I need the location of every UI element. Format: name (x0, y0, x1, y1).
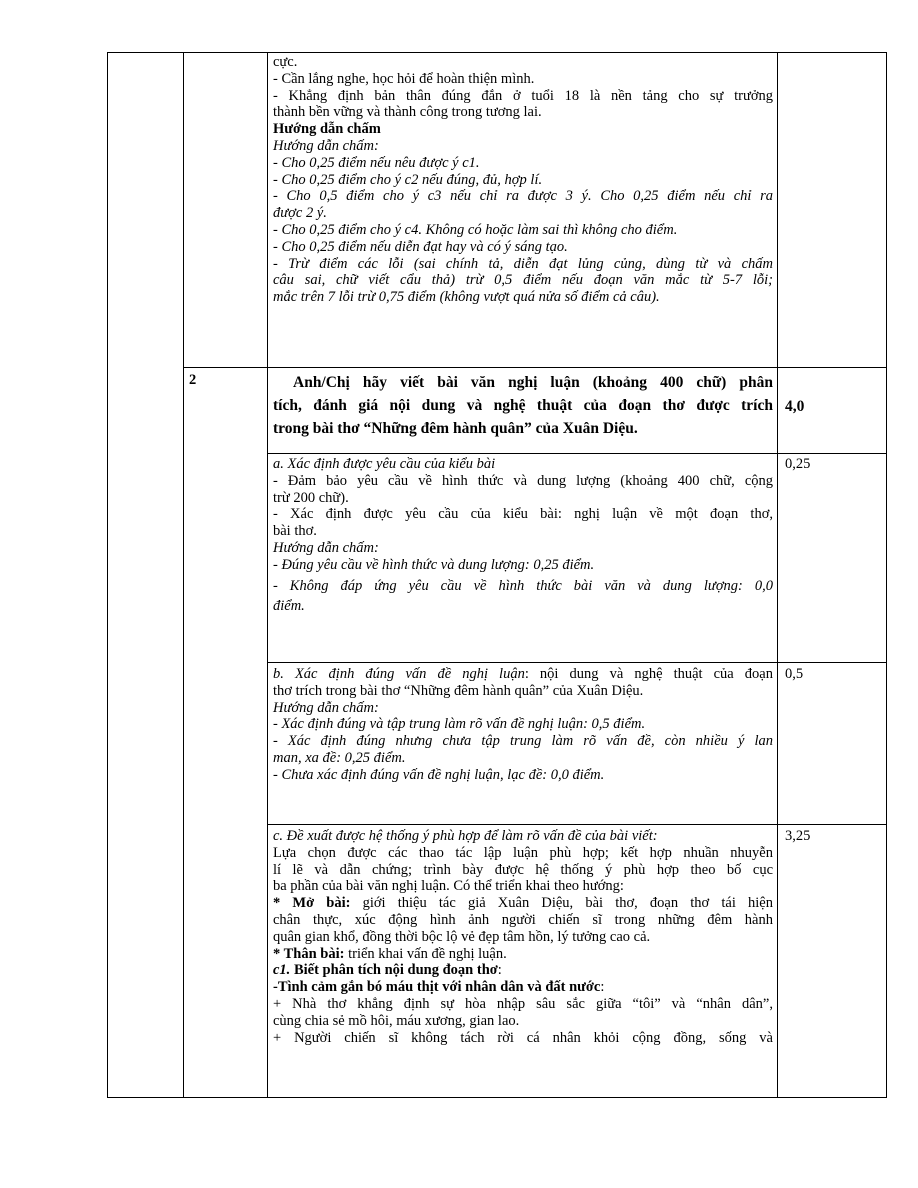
rubric-title: Hướng dẫn chấm: (273, 137, 379, 154)
part-a-score: 0,25 (785, 456, 811, 472)
grading-heading: Hướng dẫn chấm (273, 121, 381, 138)
answer-line: - Cần lắng nghe, học hỏi để hoàn thiện mình. (273, 70, 535, 87)
answer-continuation (273, 54, 773, 306)
rubric-line: được 2 ý. (273, 205, 327, 222)
rubric-line: - Chưa xác định đúng vấn đề nghị luận, lạc đề: 0,0 điểm. (273, 766, 605, 783)
rubric-line: - Xác định đúng nhưng chưa tập trung làm rõ vấn đề, còn nhiều ý lan (273, 733, 773, 750)
bullet-line: + Nhà thơ khẳng định sự hòa nhập sâu sắc giữa “tôi” và “nhân dân”, (273, 995, 773, 1012)
row-divider-part-c (267, 824, 887, 825)
part-b (273, 666, 773, 784)
rubric-line: - Đúng yêu cầu về hình thức và dung lượng: 0,25 điểm. (273, 556, 595, 573)
bullet-line: + Người chiến sĩ không tách rời cá nhân khỏi cộng đồng, sống và (273, 1029, 773, 1046)
rubric-line: - Trừ điểm các lỗi (sai chính tả, diễn đạt lủng củng, dùng từ và chấm (273, 255, 773, 272)
table-border-bottom (107, 1097, 887, 1098)
rubric-title: Hướng dẫn chấm: (273, 699, 379, 716)
rubric-line: - Cho 0,25 điểm cho ý c4. Không có hoặc làm sai thì không cho điểm. (273, 221, 678, 238)
part-c-score: 3,25 (785, 828, 811, 844)
table-border-top (107, 52, 887, 53)
part-c (273, 828, 773, 1046)
mo-bai-line: chân thực, xúc động hình ảnh người chiến sĩ trong những đêm hành (273, 911, 773, 928)
answer-line: - Khẳng định bản thân đúng đắn ở tuổi 18 là nền tảng cho sự trưởng (273, 87, 773, 104)
mo-bai-label: * Mở bài: (273, 895, 351, 912)
column-divider-1 (183, 52, 184, 1098)
question-line: tích, đánh giá nội dung và nghệ thuật của đoạn thơ được trích (273, 397, 773, 414)
table-border-left (107, 52, 108, 1098)
rubric-line: điểm. (273, 598, 305, 615)
part-a-line: trừ 200 chữ). (273, 489, 349, 506)
column-divider-3 (777, 52, 778, 1098)
question-number: 2 (189, 372, 197, 388)
part-c-intro-line: ba phần của bài văn nghị luận. Có thể triển khai theo hướng: (273, 878, 624, 895)
question-prompt (273, 371, 773, 440)
part-b-title (273, 666, 773, 683)
row-divider-part-b (267, 662, 887, 663)
part-c-title: c. Đề xuất được hệ thống ý phù hợp để làm rõ vấn đề của bài viết: (273, 828, 658, 844)
part-c-intro-line: lí lẽ và dẫn chứng; trình bày được hệ thống ý phù hợp theo bố cục (273, 861, 773, 878)
rubric-line: man, xa đề: 0,25 điểm. (273, 749, 406, 766)
bullet-line: cùng chia sẻ mồ hôi, máu xương, gian lao. (273, 1012, 520, 1029)
than-bai-label: * Thân bài: (273, 945, 345, 962)
than-bai-line (273, 946, 773, 963)
part-a (273, 456, 773, 615)
part-b-title-italic: b. Xác định đúng vấn đề nghị luận (273, 666, 525, 682)
c1-label: c1. (273, 962, 291, 979)
answer-line: cực. (273, 54, 298, 70)
rubric-line: - Cho 0,25 điểm cho ý c2 nếu đúng, đủ, hợp lí. (273, 171, 543, 188)
part-a-line: - Xác định được yêu cầu của kiểu bài: nghị luận về một đoạn thơ, (273, 506, 773, 523)
part-b-title-rest: : nội dung và nghệ thuật của đoạn (524, 666, 773, 682)
rubric-line: - Cho 0,5 điểm cho ý c3 nếu chỉ ra được 3 ý. Cho 0,25 điểm nếu chỉ ra (273, 188, 773, 205)
rubric-line: - Cho 0,25 điểm nếu nêu được ý c1. (273, 154, 480, 171)
rubric-line: câu sai, chữ viết cẩu thả) trừ 0,5 điểm nếu đoạn văn mắc từ 5-7 lỗi; (273, 272, 773, 289)
c1-title: Biết phân tích nội dung đoạn thơ (290, 962, 498, 979)
row-divider-question (183, 367, 887, 368)
question-line: Anh/Chị hãy viết bài văn nghị luận (khoảng 400 chữ) phân (293, 374, 773, 391)
mo-bai-line: quân gian khổ, đồng thời bộc lộ vẻ đẹp tâm hồn, lý tưởng cao cả. (273, 928, 651, 945)
rubric-line: mắc trên 7 lỗi trừ 0,75 điểm (không vượt quá nửa số điểm cả câu). (273, 289, 660, 306)
mo-bai-line (273, 895, 773, 912)
c1-colon: : (497, 962, 502, 979)
mo-bai-text: giới thiệu tác giả Xuân Diệu, bài thơ, đoạn thơ tái hiện (350, 895, 773, 912)
rubric-line: - Không đáp ứng yêu cầu về hình thức bài văn và dung lượng: 0,0 (273, 577, 773, 594)
part-b-score: 0,5 (785, 666, 804, 682)
rubric-line: - Xác định đúng và tập trung làm rõ vấn đề nghị luận: 0,5 điểm. (273, 716, 646, 733)
rubric-title: Hướng dẫn chấm: (273, 539, 379, 556)
column-divider-2 (267, 52, 268, 1098)
answer-line: thành bền vững và thành công trong tương lai. (273, 104, 542, 121)
rubric-line: - Cho 0,25 điểm nếu diễn đạt hay và có ý sáng tạo. (273, 238, 568, 255)
part-a-title: a. Xác định được yêu cầu của kiểu bài (273, 456, 496, 472)
part-a-line: bài thơ. (273, 523, 317, 540)
part-a-line: - Đảm bảo yêu cầu về hình thức và dung lượng (khoảng 400 chữ, cộng (273, 472, 773, 489)
point-title: -Tình cảm gắn bó máu thịt với nhân dân và đất nước (273, 979, 601, 996)
than-bai-text: triển khai vấn đề nghị luận. (344, 945, 507, 962)
point-colon: : (600, 979, 605, 996)
c1-heading (273, 962, 773, 979)
part-c-intro-line: Lựa chọn được các thao tác lập luận phù hợp; kết hợp nhuần nhuyễn (273, 844, 773, 861)
question-score: 4,0 (785, 398, 805, 415)
part-b-line: thơ trích trong bài thơ “Những đêm hành quân” của Xuân Diệu. (273, 682, 644, 699)
grading-table (107, 52, 887, 1098)
row-divider-part-a (267, 453, 887, 454)
question-line: trong bài thơ “Những đêm hành quân” của Xuân Diệu. (273, 420, 638, 437)
point-heading (273, 979, 773, 996)
table-border-right (886, 52, 887, 1098)
